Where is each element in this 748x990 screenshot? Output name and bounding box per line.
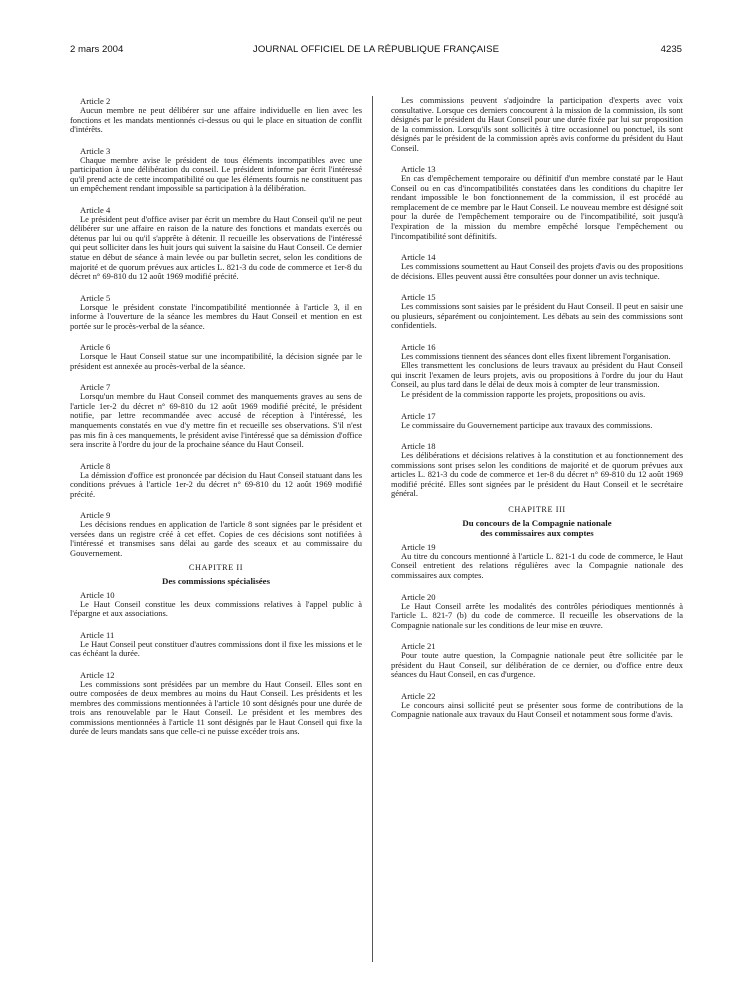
article-7 bbox=[70, 382, 362, 449]
article-heading: Article 2 bbox=[80, 96, 111, 106]
article-heading: Article 21 bbox=[401, 641, 436, 652]
chapter-3-heading bbox=[391, 505, 683, 538]
article-15 bbox=[391, 292, 683, 331]
article-12-continued bbox=[391, 96, 683, 153]
article-heading: Article 16 bbox=[401, 341, 436, 352]
article-heading: Article 15 bbox=[401, 292, 436, 303]
article-paragraph: La démission d'office est prononcée par décision du Haut Conseil statuant dans les conditions prévues à l'article 1er-2 du décret n° 69-810 du 12 août 1969 modifié précité. bbox=[70, 469, 362, 499]
article-paragraph: Le président de la commission rapporte les projets, propositions ou avis. bbox=[401, 389, 646, 400]
article-11 bbox=[70, 630, 362, 659]
article-heading: Article 5 bbox=[80, 292, 111, 303]
chapter-label: CHAPITRE II bbox=[188, 562, 244, 572]
article-20 bbox=[391, 592, 683, 631]
article-heading: Article 12 bbox=[80, 669, 115, 680]
article-12 bbox=[70, 670, 362, 737]
chapter-title-line-2: des commissaires aux comptes bbox=[480, 527, 594, 538]
article-heading: Article 9 bbox=[80, 510, 111, 521]
article-4 bbox=[70, 205, 362, 282]
article-3 bbox=[70, 146, 362, 194]
article-heading: Article 6 bbox=[80, 342, 111, 353]
article-heading: Article 8 bbox=[80, 460, 111, 471]
article-heading: Article 13 bbox=[401, 164, 436, 175]
column-divider bbox=[372, 96, 373, 962]
article-paragraph: Le Haut Conseil arrête les modalités des contrôles périodiques mentionnés à l'article L. 821-7 (b) du code de commerce. Il recueille les observations de la Compagnie nationale sur les conditions de leur mise en œuvre. bbox=[391, 600, 683, 630]
chapter-title-line-1: Du concours de la Compagnie nationale bbox=[462, 517, 612, 528]
article-heading: Article 18 bbox=[401, 441, 436, 452]
article-paragraph: Le Haut Conseil constitue les deux commissions relatives à l'appel public à l'épargne et aux associations. bbox=[70, 598, 362, 619]
article-10 bbox=[70, 590, 362, 619]
article-paragraph: Le commissaire du Gouvernement participe aux travaux des commissions. bbox=[401, 419, 653, 430]
article-heading: Article 17 bbox=[401, 410, 436, 421]
article-paragraph: Le Haut Conseil peut constituer d'autres commissions dont il fixe les missions et le cas échéant la durée. bbox=[70, 638, 362, 659]
article-paragraph: Les délibérations et décisions relatives à la constitution et au fonctionnement des commissions sont prises selon les conditions de majorité et de quorum prévues aux articles L. 821-3 du code de commerce et 1er-8 du décret n° 69-810 du 12 août 1969 modifié précité. Elles sont signées par le président du Haut Conseil et le secrétaire général. bbox=[391, 450, 683, 499]
article-heading: Article 4 bbox=[80, 204, 111, 215]
article-paragraph: Elles transmettent les conclusions de leurs travaux au président du Haut Conseil qui inscrit l'examen de leurs projets, avis ou propositions à l'ordre du jour du Haut Conseil, au plus tard dans le délai de deux mois à compter de leur transmission. bbox=[391, 360, 683, 390]
article-paragraph: Les commissions sont présidées par un membre du Haut Conseil. Elles sont en outre composées de deux membres au moins du Haut Conseil. Les présidents et les membres des commissions mentionnées à l'article 10 sont désignés pour une durée de trois ans renouvelable par le Haut Conseil. Le président et les membres des commissions mentionnées à l'article 11 sont désignés par le Haut Conseil qui fixe la durée de leurs mandats sans que celle-ci ne puisse excéder trois ans. bbox=[70, 678, 362, 737]
chapter-label: CHAPITRE III bbox=[508, 504, 566, 514]
article-14 bbox=[391, 252, 683, 281]
article-paragraph: Lorsque le président constate l'incompatibilité mentionnée à l'article 3, il en informe à l'ouverture de la séance les membres du Haut Conseil et mention en est portée sur le procès-verbal de la séance. bbox=[70, 301, 362, 331]
article-heading: Article 14 bbox=[401, 252, 436, 263]
article-9 bbox=[70, 510, 362, 558]
article-18 bbox=[391, 441, 683, 499]
article-heading: Article 19 bbox=[401, 541, 436, 552]
article-heading: Article 22 bbox=[401, 690, 436, 701]
chapter-title: Des commissions spécialisées bbox=[162, 575, 270, 586]
article-13 bbox=[391, 164, 683, 241]
article-19 bbox=[391, 542, 683, 581]
article-heading: Article 3 bbox=[80, 145, 111, 156]
article-paragraph: Les commissions tiennent des séances dont elles fixent librement l'organisation. bbox=[401, 350, 671, 361]
issue-date: 2 mars 2004 bbox=[70, 44, 124, 55]
article-22 bbox=[391, 691, 683, 720]
article-paragraph: Les commissions peuvent s'adjoindre la participation d'experts avec voix consultative. Lorsque ces derniers concourent à la mission de la commission, ils sont désignés par le président du Haut Conseil pour une durée fixée par lui sur proposition de la commission. Lorsqu'ils sont sollicités à titre occasionnel ou ponctuel, ils sont désignés par le président de la commission après avis conforme du président du Haut Conseil. bbox=[391, 95, 683, 153]
article-paragraph: Les commissions sont saisies par le président du Haut Conseil. Il peut en saisir une ou plusieurs, séparément ou conjointement. Les débats au sein des commissions sont confidentiels. bbox=[391, 301, 683, 331]
article-21 bbox=[391, 641, 683, 680]
article-heading: Article 11 bbox=[80, 629, 115, 640]
article-2 bbox=[70, 96, 362, 135]
article-heading: Article 10 bbox=[80, 589, 115, 600]
journal-title: JOURNAL OFFICIEL DE LA RÉPUBLIQUE FRANÇAISE bbox=[252, 44, 500, 55]
article-5 bbox=[70, 293, 362, 332]
article-paragraph: Lorsque le Haut Conseil statue sur une incompatibilité, la décision signée par le président est annexée au procès-verbal de la séance. bbox=[70, 351, 362, 371]
article-paragraph: Aucun membre ne peut délibérer sur une affaire individuelle en lien avec les fonctions et les mandats mentionnés ci-dessus ou qui le place en situation de conflit d'intérêts. bbox=[70, 105, 362, 135]
article-paragraph: Chaque membre avise le président de tous éléments incompatibles avec une participation à une délibération du conseil. Le président informe par écrit l'intéressé qu'il prend acte de cette incompatibilité ou que les éléments fournis ne constituent pas un empêchement rendant impossible sa participation à la délibération. bbox=[70, 154, 362, 194]
page-header bbox=[70, 44, 682, 58]
article-paragraph: Pour toute autre question, la Compagnie nationale peut être sollicitée par le président du Haut Conseil, sur délibération de ce dernier, ou d'office entre deux séances du Haut Conseil, en cas d'urgence. bbox=[391, 650, 683, 680]
article-heading: Article 20 bbox=[401, 591, 436, 602]
right-column bbox=[391, 96, 683, 731]
article-8 bbox=[70, 461, 362, 500]
article-paragraph: Le concours ainsi sollicité peut se présenter sous forme de contributions de la Compagnie nationale aux travaux du Haut Conseil et notamment sous forme d'avis. bbox=[391, 699, 683, 720]
article-paragraph: Lorsqu'un membre du Haut Conseil commet des manquements graves au sens de l'article 1er-2 du décret n° 69-810 du 12 août 1969 modifié précité, le président notifie, par lettre recommandée avec accusé de réception à l'intéressé, les manquements constatés en vue d'y mettre fin et recueille ses observations. S'il n'est pas mis fin à ces manquements, le président avise l'intéressé que sa démission d'office sera inscrite à l'ordre du jour de la prochaine séance du Haut Conseil. bbox=[70, 391, 362, 450]
article-17 bbox=[391, 411, 683, 431]
article-paragraph: En cas d'empêchement temporaire ou définitif d'un membre constaté par le Haut Conseil ou en cas d'incompatibilités constatées dans les conditions du chapitre Ier rendant impossible le bon fonctionnement de la commission, il est procédé au remplacement de ce membre par le Haut Conseil. Le nouveau membre est désigné soit pour la durée de l'empêchement temporaire ou de l'incompatibilité, soit jusqu'à l'expiration de la mission du membre empêché lorsque l'empêchement ou l'incompatibilité sont définitifs. bbox=[391, 173, 683, 241]
article-6 bbox=[70, 342, 362, 371]
article-paragraph: Les commissions soumettent au Haut Conseil des projets d'avis ou des propositions de décisions. Elles peuvent aussi être consultées pour donner un avis technique. bbox=[391, 261, 683, 281]
article-paragraph: Au titre du concours mentionné à l'article L. 821-1 du code de commerce, le Haut Conseil entretient des relations régulières avec la Compagnie nationale des commissaires aux comptes. bbox=[391, 550, 683, 580]
page-number: 4235 bbox=[660, 44, 682, 55]
article-16 bbox=[391, 342, 683, 400]
article-heading: Article 7 bbox=[80, 382, 111, 393]
article-paragraph: Le président peut d'office aviser par écrit un membre du Haut Conseil qu'il ne peut délibérer sur une affaire en raison de la nature des fonctions et mandats exercés ou détenus par lui ou qu'il s'apprête à détenir. Il recueille les observations de l'intéressé qui peut solliciter dans les huit jours qui suivent la saisine du Haut Conseil. Ce dernier statue en début de séance à main levée ou par bulletin secret, selon les conditions de majorité et de quorum prévues aux articles L. 821-3 du code de commerce et 1er-8 du décret n° 69-810 du 12 août 1969 modifié précité. bbox=[70, 213, 362, 282]
chapter-2-heading bbox=[70, 563, 362, 586]
article-paragraph: Les décisions rendues en application de l'article 8 sont signées par le président et versées dans un registre créé à cet effet. Copies de ces décisions sont notifiées à l'intéressé et transmises sans délai au garde des sceaux et au commissaire du Gouvernement. bbox=[70, 519, 362, 558]
left-column bbox=[70, 96, 362, 748]
chapter-title bbox=[391, 518, 683, 538]
